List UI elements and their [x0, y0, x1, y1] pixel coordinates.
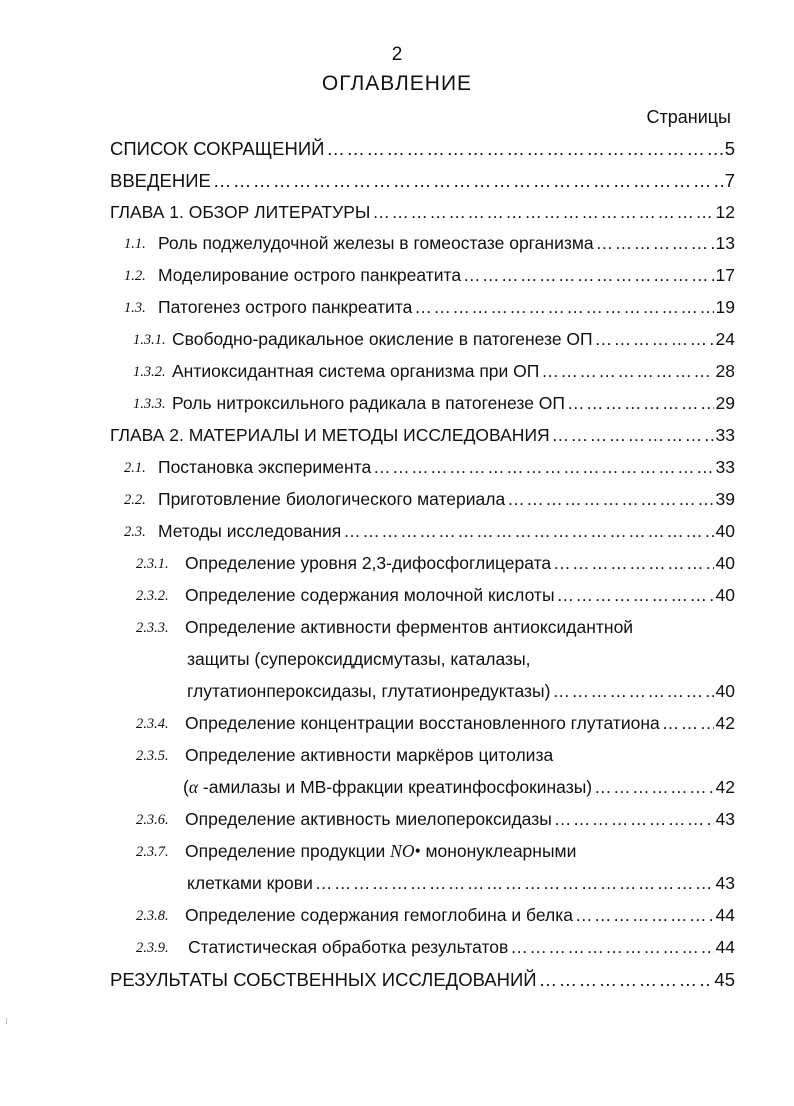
toc-entry-page: 24 [715, 329, 735, 349]
toc-entry[interactable] [0, 265, 794, 295]
toc-entry-continuation[interactable] [0, 777, 794, 807]
toc-entry-page: 45 [714, 969, 735, 990]
toc-entry[interactable] [0, 297, 794, 327]
toc-entry-page: 40 [715, 521, 735, 541]
toc-entry-number: 2.1. [124, 460, 146, 476]
toc-entry-title: Патогенез острого панкреатита [158, 297, 413, 317]
toc-entry-number: 2.3.1. [136, 556, 169, 572]
toc-entry[interactable] [0, 969, 794, 999]
toc-entry[interactable] [0, 425, 794, 455]
toc-entry[interactable] [0, 905, 794, 935]
toc-entry-number: 1.2. [124, 268, 146, 284]
toc-entry-number: 2.2. [124, 492, 146, 508]
toc-entry[interactable] [0, 809, 794, 839]
toc-entry[interactable] [0, 170, 794, 200]
toc-entry-number: 1.3. [124, 300, 146, 316]
toc-leader [372, 202, 713, 223]
toc-entry[interactable] [0, 745, 794, 775]
alpha-symbol: α [188, 777, 199, 797]
toc-entry-number: 2.3.6. [136, 812, 169, 828]
cont-text: -амилазы и МВ-фракции креатинфосфокиназы) [202, 777, 593, 797]
toc-entry-title: РЕЗУЛЬТАТЫ СОБСТВЕННЫХ ИССЛЕДОВАНИЙ [110, 969, 537, 990]
toc-entry-number: 1.3.3. [133, 396, 166, 412]
toc-entry-page: 40 [715, 553, 735, 573]
toc-leader [507, 489, 713, 510]
toc-entry-title: Моделирование острого панкреатита [158, 265, 462, 285]
toc-leader [567, 393, 714, 414]
toc-entry-page: 28 [715, 361, 735, 381]
toc-entry[interactable] [0, 202, 794, 232]
toc-leader [552, 425, 714, 446]
toc-entry[interactable] [0, 553, 794, 583]
toc-entry-number: 2.3.3. [136, 620, 169, 636]
toc-entry-title: Определение содержания гемоглобина и белка [185, 905, 573, 925]
toc-entry-title: Определение активность миелопероксидазы [185, 809, 552, 829]
open-paren: ( [183, 777, 189, 797]
toc-entry-title: ВВЕДЕНИЕ [110, 170, 211, 191]
pages-column-label: Страницы [646, 107, 731, 127]
toc-entry-number: 2.3.2. [136, 588, 169, 604]
toc-leader [553, 553, 713, 574]
toc-entry[interactable] [0, 489, 794, 519]
toc-entry-page: 40 [715, 585, 735, 605]
toc-leader [552, 681, 713, 702]
toc-entry-number: 2.3.4. [136, 716, 169, 732]
toc-entry-page: 40 [715, 681, 735, 701]
toc-entry-page: 19 [715, 297, 735, 317]
title-part1: Определение продукции [185, 841, 386, 861]
toc-entry-number: 2.3.8. [136, 908, 169, 924]
toc-entry-number: 2.3. [124, 524, 146, 540]
toc-entry-number: 2.3.7. [136, 844, 169, 860]
toc-entry-title: Определение уровня 2,3-дифосфоглицерата [185, 553, 552, 573]
toc-entry[interactable] [0, 521, 794, 551]
scan-speck [6, 1018, 7, 1024]
toc-leader [595, 329, 714, 350]
toc-leader [326, 138, 722, 160]
toc-entry-page: 13 [715, 233, 735, 253]
toc-entry-title: Роль нитроксильного радикала в патогенезе ОП [172, 393, 565, 413]
toc-entry-number: 1.3.2. [133, 364, 166, 380]
toc-entry[interactable] [0, 713, 794, 743]
toc-entry[interactable] [0, 138, 794, 168]
toc-entry-title [185, 841, 576, 862]
toc-entry-page: 33 [715, 457, 735, 477]
toc-entry-title: Статистическая обработка результатов [188, 937, 509, 957]
toc-entry-title: СПИСОК СОКРАЩЕНИЙ [110, 138, 325, 159]
toc-entry-title: ГЛАВА 1. ОБЗОР ЛИТЕРАТУРЫ [110, 202, 371, 222]
toc-entry-title-line2: защиты (супероксиддисмутазы, каталазы, [187, 649, 531, 669]
toc-entry[interactable] [0, 585, 794, 615]
toc-leader [541, 361, 713, 382]
toc-entry-page: 12 [715, 202, 735, 222]
toc-entry-title-line3: глутатионпероксидазы, глутатионредуктазы) [187, 681, 551, 701]
toc-leader [575, 905, 714, 926]
toc-entry-number: 1.1. [124, 236, 146, 252]
toc-leader [596, 233, 714, 254]
no-radical-formula: NO• [390, 841, 421, 861]
toc-entry-number: 2.3.5. [136, 748, 169, 764]
toc-leader [554, 809, 714, 830]
toc-entry-page: 44 [715, 905, 735, 925]
toc-leader [315, 873, 714, 894]
toc-entry-continuation[interactable] [0, 681, 794, 711]
toc-entry-title: Определение содержания молочной кислоты [185, 585, 555, 605]
toc-entry[interactable] [0, 329, 794, 359]
toc-leader [213, 170, 723, 192]
toc-entry-page: 33 [715, 425, 735, 445]
toc-leader [539, 969, 713, 991]
toc-entry-continuation [0, 649, 794, 679]
toc-entry-page: 42 [715, 713, 735, 733]
toc-entry-title: Антиоксидантная система организма при ОП [172, 361, 540, 381]
toc-entry-title: Определение активности ферментов антиоксидантной [185, 617, 634, 637]
toc-entry-number: 1.3.1. [133, 332, 166, 348]
toc-entry-title: Методы исследования [158, 521, 342, 541]
toc-leader [557, 585, 714, 606]
toc-entry-page: 39 [715, 489, 735, 509]
toc-entry-title: ГЛАВА 2. МАТЕРИАЛЫ И МЕТОДЫ ИССЛЕДОВАНИЯ [110, 425, 550, 445]
toc-entry[interactable] [0, 361, 794, 391]
toc-entry-title: Приготовление биологического материала [158, 489, 506, 509]
toc-leader [662, 713, 714, 734]
toc-entry-page: 43 [715, 809, 735, 829]
toc-entry-title: Роль поджелудочной железы в гомеостазе организма [158, 233, 594, 253]
title-part2: мононуклеарными [425, 841, 577, 861]
toc-entry-page: 44 [715, 937, 735, 957]
toc-entry-page: 42 [715, 777, 735, 797]
toc-leader [343, 521, 713, 542]
toc-entry-continuation[interactable] [0, 873, 794, 903]
toc-entry-number: 2.3.9. [136, 940, 169, 956]
toc-entry-title: Свободно-радикальное окисление в патогенезе ОП [172, 329, 593, 349]
toc-entry-page: 43 [715, 873, 735, 893]
toc-entry-title-line2: клетками крови [187, 873, 313, 893]
toc-entry-title: Постановка эксперимента [158, 457, 372, 477]
toc-entry[interactable] [0, 617, 794, 647]
toc-entry[interactable] [0, 233, 794, 263]
toc-entry-page: 17 [715, 265, 735, 285]
toc-entry-page: 29 [715, 393, 735, 413]
toc-leader [510, 937, 713, 958]
toc-entry-title: Определение концентрации восстановленного глутатиона [185, 713, 660, 733]
toc-leader [414, 297, 713, 318]
toc-entry[interactable] [0, 393, 794, 423]
toc-leader [463, 265, 713, 286]
toc-entry[interactable] [0, 841, 794, 871]
toc-entry-page: 7 [724, 170, 735, 191]
toc-entry-title: Определение активности маркёров цитолиза [185, 745, 554, 765]
toc-entry-page: 5 [724, 138, 735, 159]
toc-entry-title-line2 [183, 777, 592, 798]
toc-leader [373, 457, 713, 478]
page-title: ОГЛАВЛЕНИЕ [321, 72, 473, 95]
toc-entry[interactable] [0, 457, 794, 487]
toc-leader [594, 777, 713, 798]
toc-entry[interactable] [0, 937, 794, 967]
page-number: 2 [391, 44, 403, 65]
